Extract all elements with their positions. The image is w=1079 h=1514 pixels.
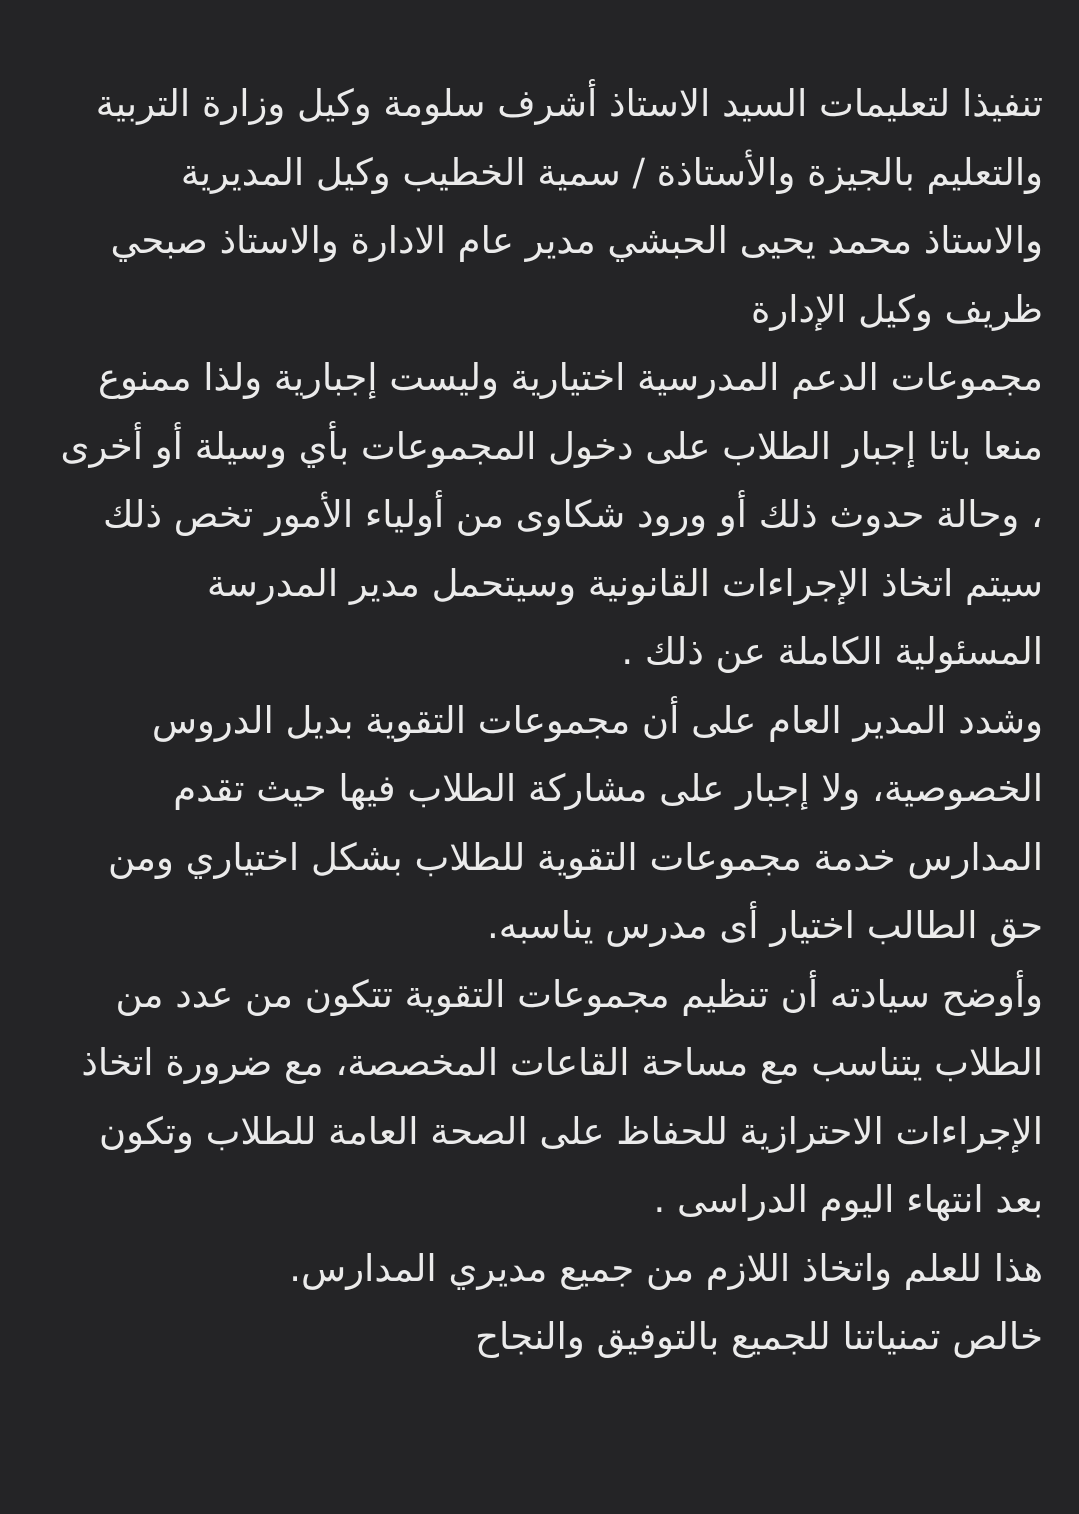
paragraph-general-manager: وشدد المدير العام على أن مجموعات التقوية بديل الدروس الخصوصية، ولا إجبار على مشاركة الطلاب فيها حيث تقدم المدارس خدمة مجموعات التقوية للطلاب بشكل اختياري ومن حق الطالب اختيار أى مدرس يناسبه. — [107, 698, 1043, 947]
paragraph-organization: وأوضح سيادته أن تنظيم مجموعات التقوية تتكون من عدد من الطلاب يتناسب مع مساحة القاعات المخصصة، مع ضرورة اتخاذ الإجراءات الاحترازية للحفاظ على الصحة العامة للطلاب وتكون بعد انتهاء اليوم الدراسى . — [81, 972, 1043, 1221]
paragraph-administration: والاستاذ محمد يحيى الحبشي مدير عام الادارة والاستاذ صبحي ظريف وكيل الإدارة — [110, 219, 1043, 331]
paragraph-notice: هذا للعلم واتخاذ اللازم من جميع مديري المدارس. — [289, 1246, 1043, 1290]
paragraph-support-groups: مجموعات الدعم المدرسية اختيارية وليست إجبارية ولذا ممنوع منعا باتا إجبار الطلاب على دخول المجموعات بأي وسيلة أو أخرى ، وحالة حدوث ذلك أو ورود شكاوى من أولياء الأمور تخص ذلك سيتم اتخاذ الإجراءات القانونية وسيتحمل مدير المدرسة المسئولية الكاملة عن ذلك . — [60, 356, 1043, 673]
post-body — [58, 70, 1043, 1372]
paragraph-instructions: تنفيذا لتعليمات السيد الاستاذ أشرف سلومة وكيل وزارة التربية والتعليم بالجيزة والأستاذة / سمية الخطيب وكيل المديرية — [95, 82, 1043, 194]
paragraph-closing: خالص تمنياتنا للجميع بالتوفيق والنجاح — [475, 1315, 1043, 1358]
